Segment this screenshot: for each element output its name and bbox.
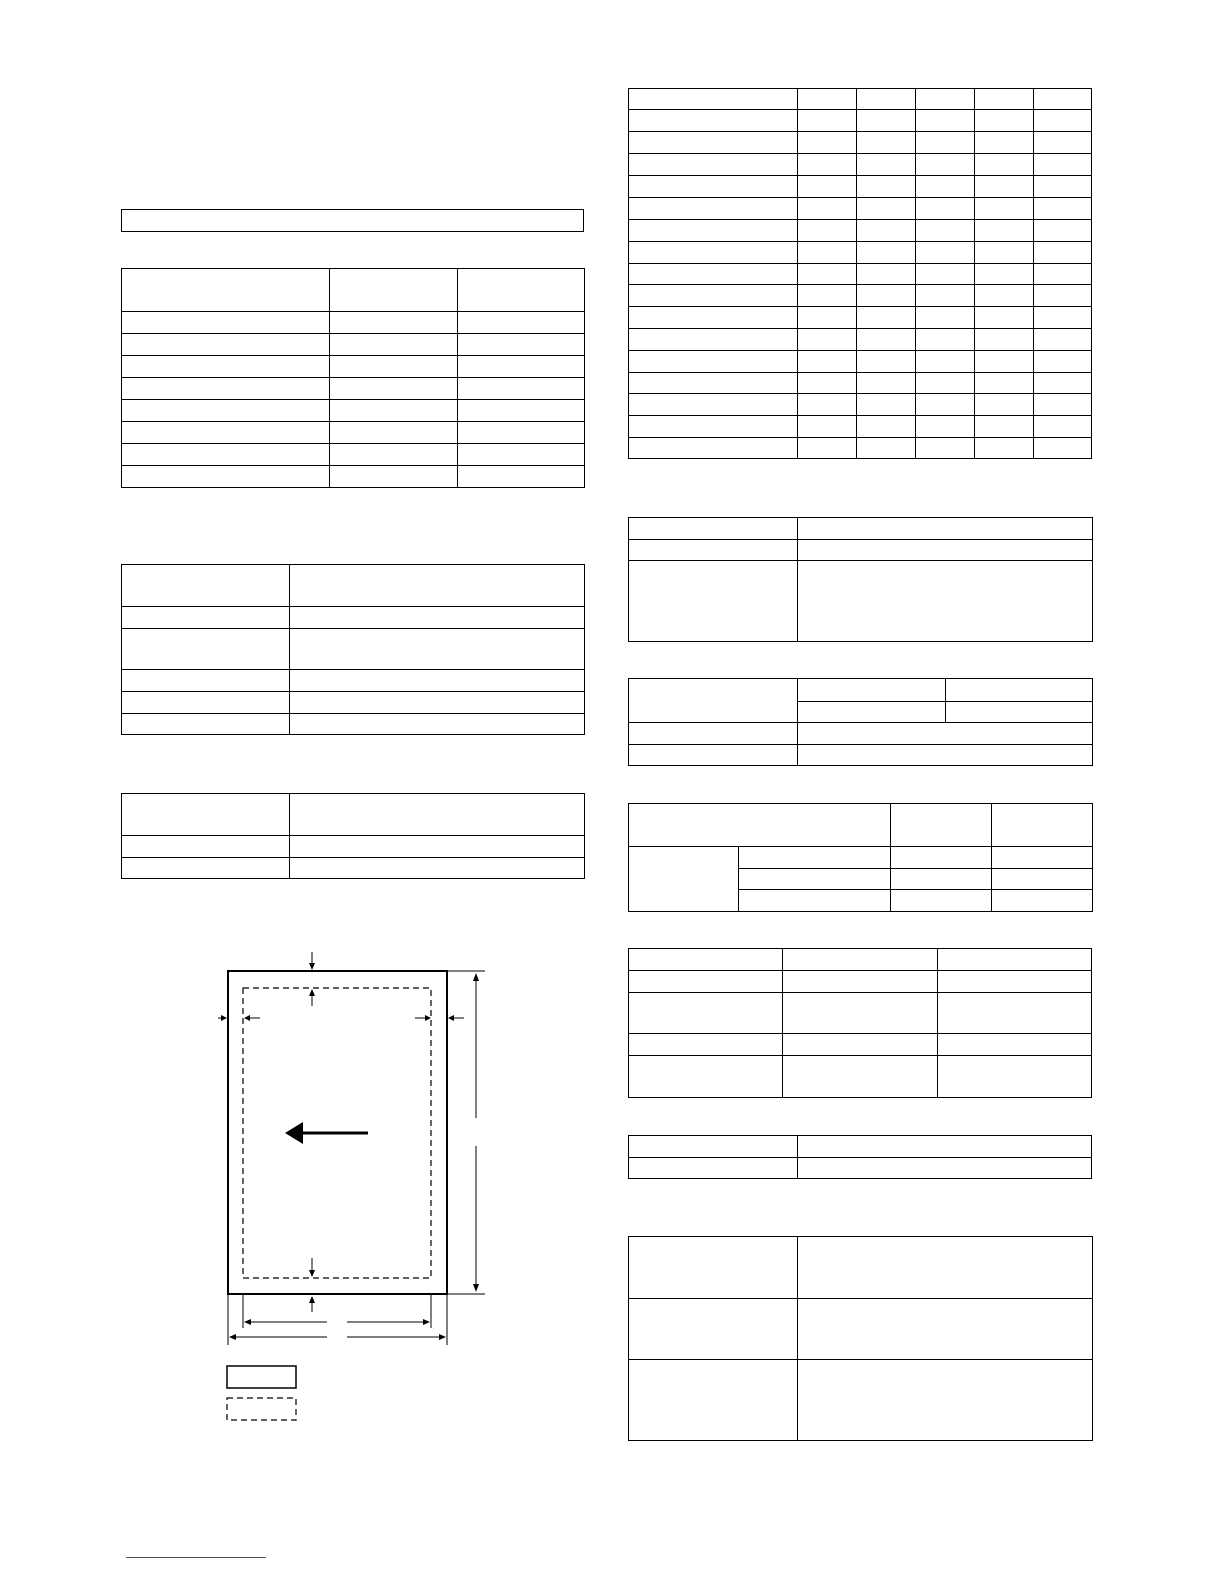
table-row [629,373,1092,394]
table-row [629,264,1092,285]
table-row [122,692,585,714]
table-e [628,517,1093,642]
table-row [629,351,1092,373]
table-j [628,1236,1093,1441]
table-row [629,285,1092,307]
table-row [629,993,1092,1034]
table-row [629,132,1092,154]
table-row [629,1034,1092,1056]
paper-margin-diagram [200,940,500,1430]
table-row [122,858,585,879]
table-row [629,176,1092,198]
table-row [122,378,585,400]
table-c [121,793,585,879]
table-row [629,416,1092,438]
table-row [122,836,585,858]
table-row [122,334,585,356]
table-row [122,607,585,629]
table-row [629,1360,1093,1441]
table-row [629,847,1093,869]
table-row [629,307,1092,329]
table-row [629,438,1092,459]
table-row [122,356,585,378]
table-row [629,1237,1093,1299]
table-row [629,394,1092,416]
table-g [628,803,1093,912]
table-row [629,154,1092,176]
table-row [629,971,1092,993]
table-row [122,466,585,488]
table-row [629,723,1093,745]
table-row [629,745,1093,766]
table-row [629,329,1092,351]
table-row [122,565,585,607]
table-row [629,242,1092,264]
table-row [629,804,1093,847]
table-row [629,1299,1093,1360]
table-i [628,1135,1092,1179]
table-a [121,268,585,488]
table-row [629,561,1093,642]
table-row [629,1136,1092,1158]
table-row [629,220,1092,242]
table-row [122,422,585,444]
table-f [628,678,1093,766]
table-row [122,670,585,692]
table-row [122,269,585,312]
table-row [629,1158,1092,1179]
table-row [629,679,1093,702]
table-row [122,400,585,422]
table-row [629,198,1092,220]
table-row [122,312,585,334]
table-row [629,949,1092,971]
legend-solid-box [227,1366,296,1388]
table-row [629,110,1092,132]
table-row [629,518,1093,540]
table-row [629,1056,1092,1098]
table-row [122,794,585,836]
table-row [122,714,585,735]
table-row [122,629,585,670]
table-b [121,564,585,735]
legend-dashed-box [227,1398,296,1420]
table-row [629,89,1092,110]
table-d [628,88,1092,459]
arrow-head-icon [285,1122,303,1144]
footer-link-underline[interactable] [126,1557,266,1558]
title-bar [121,209,584,232]
table-h [628,948,1092,1098]
table-row [629,540,1093,561]
table-row [122,444,585,466]
